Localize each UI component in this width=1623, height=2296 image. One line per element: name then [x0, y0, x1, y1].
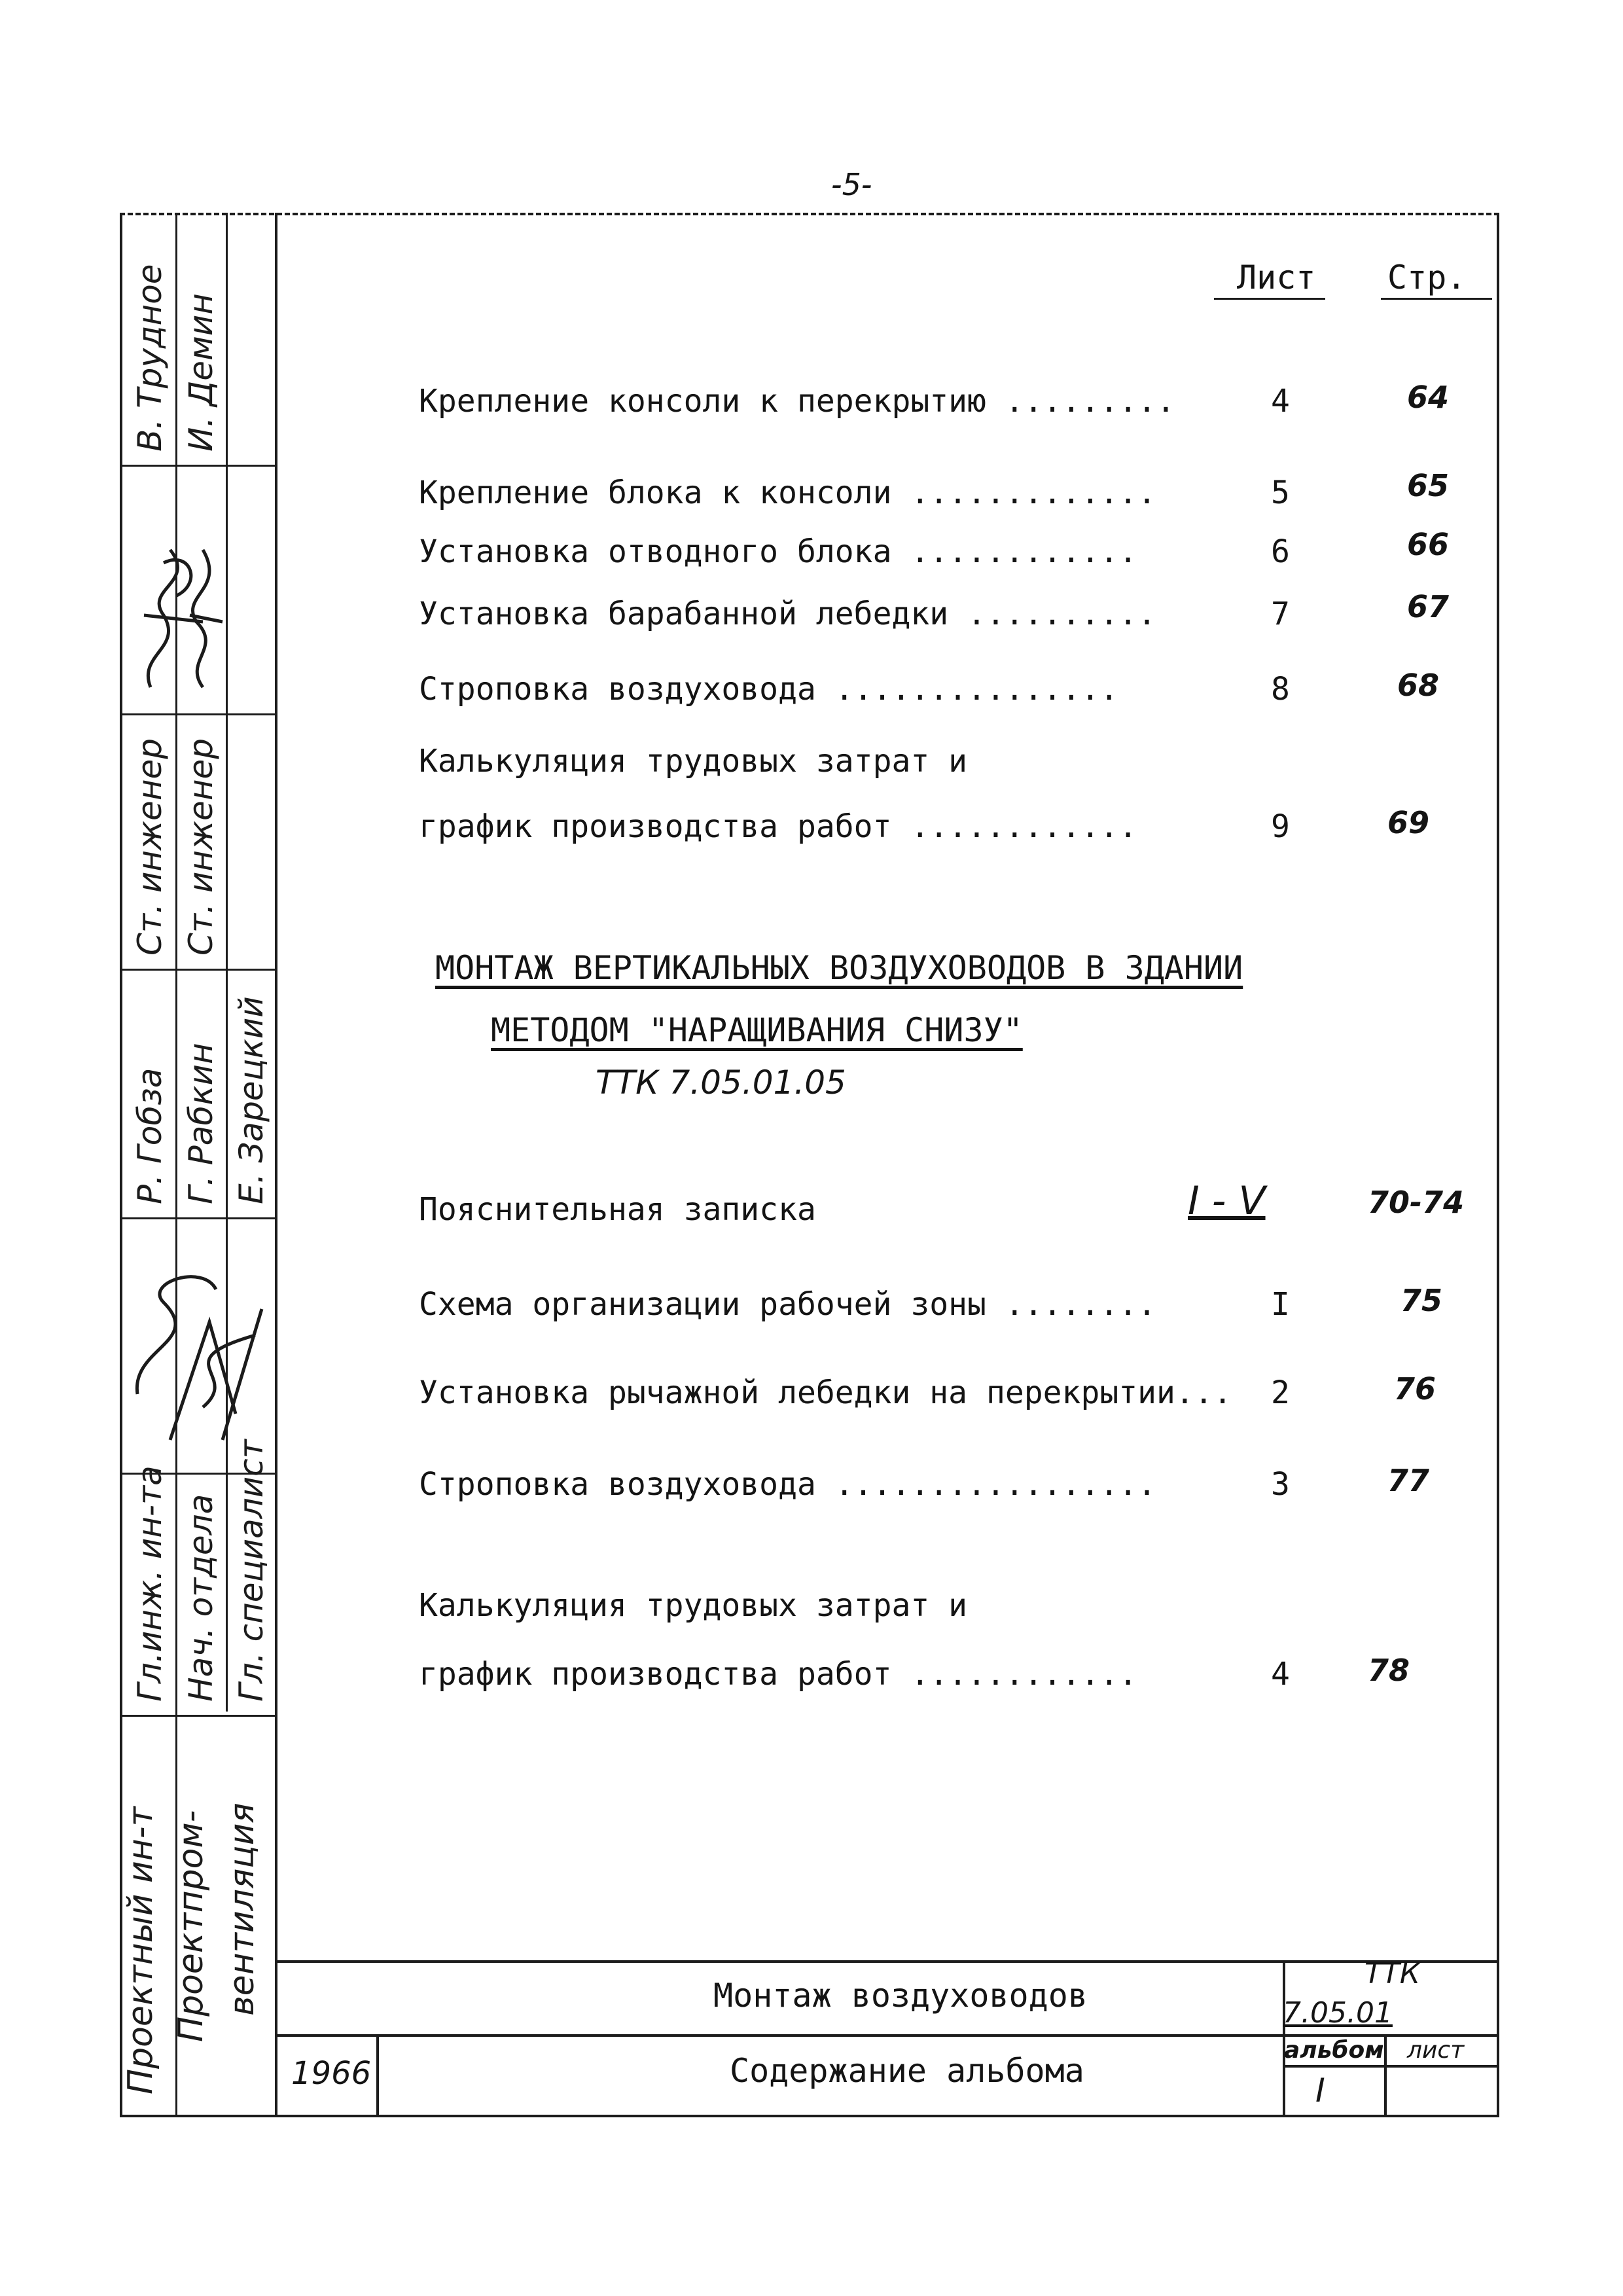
- title-block-year: 1966: [291, 2055, 372, 2092]
- title-block-title: Монтаж воздуховодов: [713, 1977, 1088, 2015]
- title-block-border: [275, 1960, 1499, 1963]
- page-number: -5-: [831, 167, 872, 202]
- toc-page: 75: [1400, 1283, 1443, 1318]
- toc-page: 70-74: [1368, 1185, 1465, 1220]
- toc-sheet: 8: [1271, 671, 1290, 708]
- toc-entry: график производства работ ............: [419, 1656, 1138, 1693]
- column-header-sheet: Лист: [1237, 259, 1316, 296]
- title-block-border: [1384, 2034, 1387, 2117]
- stamp-role: Гл.инж. ин-та: [131, 1465, 169, 1702]
- stamp-row-divider: [120, 969, 275, 971]
- toc-sheet: 5: [1271, 475, 1290, 511]
- toc-entry: Схема организации рабочей зоны ........: [419, 1286, 1157, 1323]
- stamp-column-divider: [226, 213, 228, 1712]
- section-code: ТТК 7.05.01.05: [596, 1064, 846, 1102]
- toc-entry: Калькуляция трудовых затрат и: [419, 1587, 968, 1624]
- section-title: МЕТОДОМ "НАРАЩИВАНИЯ СНИЗУ": [491, 1011, 1023, 1049]
- title-block-code: ТТК: [1364, 1957, 1420, 1990]
- toc-page: 76: [1394, 1371, 1436, 1407]
- toc-entry: Установка рычажной лебедки на перекрытии...: [419, 1374, 1232, 1411]
- toc-sheet: 2: [1271, 1374, 1290, 1411]
- toc-sheet: 9: [1271, 808, 1290, 845]
- title-block-code: 7.05.01: [1283, 1996, 1393, 2030]
- toc-sheet: I: [1271, 1286, 1290, 1323]
- section-title: МОНТАЖ ВЕРТИКАЛЬНЫХ ВОЗДУХОВОДОВ В ЗДАНИИ: [435, 949, 1243, 987]
- title-block-album-label: альбом: [1284, 2037, 1384, 2064]
- toc-entry: Крепление консоли к перекрытию .........: [419, 383, 1175, 420]
- stamp-organization: Проектпром-: [171, 1810, 211, 2042]
- frame-inner-border: [275, 213, 277, 2117]
- toc-sheet: 3: [1271, 1466, 1290, 1503]
- toc-entry: Калькуляция трудовых затрат и: [419, 743, 968, 780]
- stamp-name: Г. Рабкин: [182, 1043, 220, 1204]
- column-header-page: Стр.: [1387, 259, 1467, 296]
- stamp-row-divider: [120, 1217, 275, 1219]
- title-block-subtitle: Содержание альбома: [730, 2052, 1084, 2090]
- title-block-sheet-label: лист: [1407, 2037, 1465, 2064]
- signature: [177, 530, 229, 694]
- stamp-organization: Проектный ин-т: [121, 1806, 160, 2094]
- toc-entry: Пояснительная записка: [419, 1191, 816, 1228]
- stamp-name: Е. Зарецкий: [232, 996, 270, 1204]
- toc-page: 65: [1407, 468, 1450, 503]
- signature: [124, 1244, 275, 1453]
- toc-sheet: 4: [1271, 1656, 1290, 1693]
- title-block-album-value: I: [1315, 2072, 1325, 2109]
- stamp-role: Гл. специалист: [232, 1439, 270, 1702]
- stamp-name: Р. Гобза: [131, 1067, 169, 1204]
- stamp-role: Нач. отдела: [182, 1494, 220, 1702]
- toc-entry: Установка барабанной лебедки ..........: [419, 596, 1157, 632]
- toc-entry: Строповка воздуховода ...............: [419, 671, 1119, 708]
- toc-entry: Крепление блока к консоли .............: [419, 475, 1157, 511]
- toc-page: 68: [1397, 668, 1440, 703]
- stamp-role: Ст. инженер: [131, 738, 169, 956]
- toc-entry: Установка отводного блока ............: [419, 533, 1138, 570]
- toc-page: 69: [1387, 805, 1430, 840]
- toc-page: 67: [1407, 589, 1450, 624]
- toc-page: 78: [1368, 1653, 1410, 1688]
- toc-sheet: 6: [1271, 533, 1290, 570]
- toc-entry: график производства работ ............: [419, 808, 1138, 845]
- title-block-border: [1283, 2065, 1499, 2068]
- stamp-name: В. Трудное: [131, 264, 169, 452]
- toc-page: 66: [1407, 527, 1450, 562]
- toc-entry: Строповка воздуховода .................: [419, 1466, 1157, 1503]
- toc-page: 64: [1407, 380, 1450, 415]
- stamp-row-divider: [120, 713, 275, 715]
- stamp-row-divider: [120, 465, 275, 467]
- toc-sheet: I - V: [1188, 1178, 1266, 1224]
- stamp-role: Ст. инженер: [182, 738, 220, 956]
- toc-page: 77: [1387, 1463, 1430, 1498]
- header-underline: [1381, 298, 1492, 300]
- title-block-border: [376, 2034, 379, 2117]
- header-underline: [1214, 298, 1325, 300]
- toc-sheet: 7: [1271, 596, 1290, 632]
- stamp-organization: вентиляция: [223, 1803, 262, 2016]
- stamp-row-divider: [120, 1715, 275, 1717]
- stamp-name: И. Демин: [182, 293, 220, 452]
- toc-sheet: 4: [1271, 383, 1290, 420]
